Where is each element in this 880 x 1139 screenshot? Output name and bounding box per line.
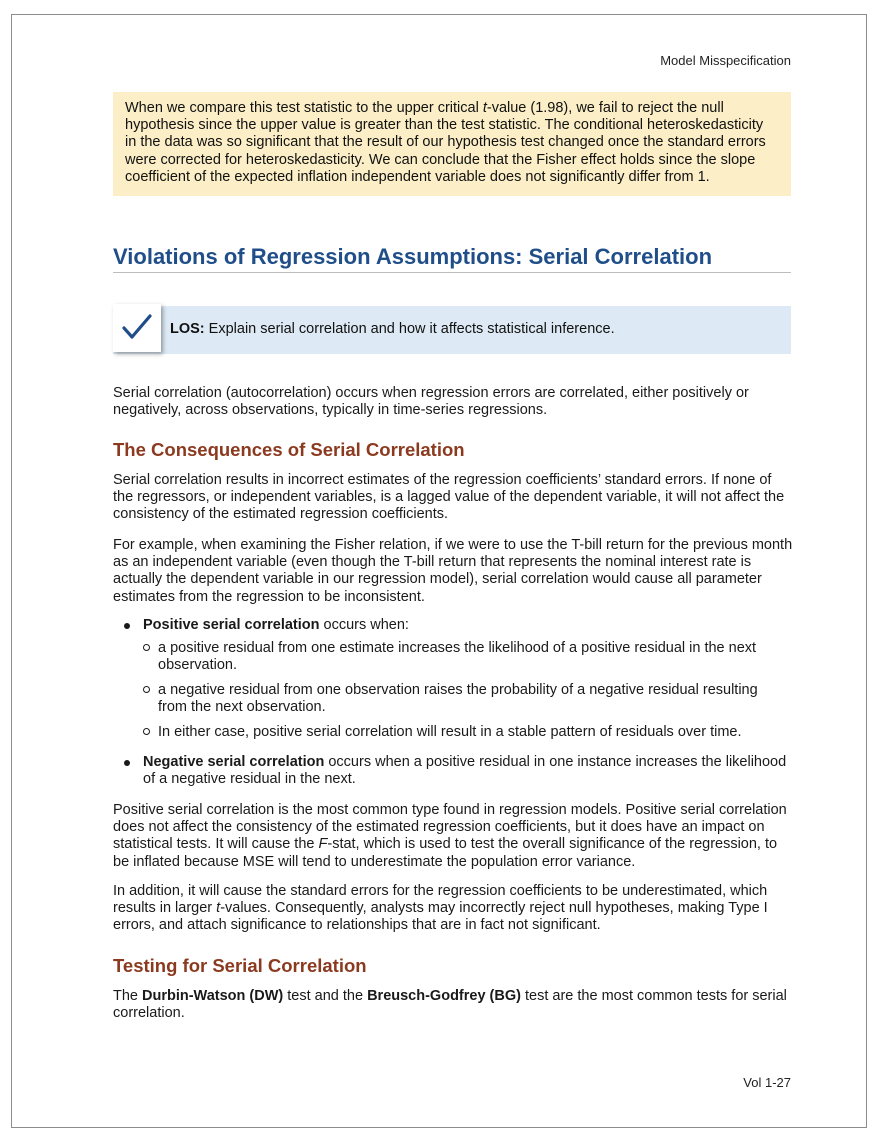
testing-post: test are the most common tests for serial correlation. xyxy=(113,988,787,1022)
note-text-part1: When we compare this test statistic to the upper critical xyxy=(125,100,483,116)
testing-mid: test and the xyxy=(283,988,368,1004)
los-box xyxy=(113,306,791,354)
sub-bullet-circle xyxy=(143,728,150,735)
sub-bullet-1: a positive residual from one estimate increases the likelihood of a positive residual in the next observation. xyxy=(158,640,757,674)
checkmark-card xyxy=(113,304,161,352)
note-t-italic: t xyxy=(482,100,487,116)
section-title: Violations of Regression Assumptions: Serial Correlation xyxy=(113,244,713,269)
p4-text-b: -values. Consequently, analysts may incorrectly reject null hypotheses, making Type I errors, and attach significance to relationships that are in fact not significant. xyxy=(113,900,768,934)
testing-paragraph xyxy=(113,988,793,1022)
p3-f-italic: F xyxy=(318,836,328,853)
bullet-positive-serial-correlation xyxy=(143,617,788,634)
sub-bullet-circle xyxy=(143,644,150,651)
bullet-negative-serial-correlation xyxy=(143,754,788,788)
testing-heading: Testing for Serial Correlation xyxy=(113,955,367,976)
title-divider xyxy=(113,272,791,273)
consequences-paragraph-1: Serial correlation results in incorrect estimates of the regression coefficients’ standard errors. If none of the regressors, or independent variables, is a lagged value of the dependent variable, it will not affect the consistency of the estimated regression coefficients. xyxy=(113,472,785,523)
los-label: LOS: xyxy=(170,321,205,337)
note-box xyxy=(113,92,791,196)
consequences-paragraph-4 xyxy=(113,883,793,935)
note-text-part2: -value (1.98), we fail to reject the null hypothesis since the upper value is greater than the test statistic. The conditional heteroskedasticity in the data was so significant that the result of our hypothesis test changed once the standard errors were corrected for heteroskedasticity. We can conclude that the Fisher effect holds since the slope coefficient of the expected inflation independent variable does not significantly differ from 1. xyxy=(125,100,766,185)
bullet-bold-term: Positive serial correlation xyxy=(143,617,320,633)
testing-dw: Durbin-Watson (DW) xyxy=(142,988,284,1004)
testing-pre: The xyxy=(113,988,143,1004)
sub-bullet-2: a negative residual from one observation raises the probability of a negative residual resulting from the next observation. xyxy=(158,682,758,716)
bullet-bold-term: Negative serial correlation xyxy=(143,754,325,770)
bullet-dot xyxy=(124,760,130,766)
page-number: Vol 1-27 xyxy=(743,1075,791,1090)
bullet-dot xyxy=(124,623,130,629)
intro-paragraph: Serial correlation (autocorrelation) occurs when regression errors are correlated, either positively or negatively, across observations, typically in time-series regressions. xyxy=(113,385,749,419)
bullet-text: occurs when: xyxy=(319,617,409,633)
consequences-paragraph-2: For example, when examining the Fisher relation, if we were to use the T-bill return for the previous month as an independent variable (even though the T-bill return that represents the nominal interest rate is actually the dependent variable in our regression model), serial correlation would cause all parameter estimates from the regression to be inconsistent. xyxy=(113,537,793,605)
p3-text-b: -stat, which is used to test the overall significance of the regression, to be inflated because MSE will tend to underestimate the population error variance. xyxy=(113,836,778,870)
running-header: Model Misspecification xyxy=(660,53,791,68)
testing-bg: Breusch-Godfrey (BG) xyxy=(367,988,521,1004)
los-statement xyxy=(170,321,615,337)
sub-bullet-circle xyxy=(143,686,150,693)
los-text: Explain serial correlation and how it affects statistical inference. xyxy=(204,321,615,337)
checkmark-icon xyxy=(121,313,153,341)
sub-bullet-3: In either case, positive serial correlation will result in a stable pattern of residuals over time. xyxy=(158,724,742,740)
p3-text-a: Positive serial correlation is the most common type found in regression models. Positive serial correlation does not affect the consistency of the estimated regression coefficients, but it does have an impact on statistical tests. It will cause the xyxy=(113,802,787,853)
p4-t-italic: t xyxy=(216,900,221,917)
bullet-text: occurs when a positive residual in one instance increases the likelihood of a negative residual in the next. xyxy=(143,754,787,788)
consequences-paragraph-3 xyxy=(113,802,793,871)
p4-text-a: In addition, it will cause the standard errors for the regression coefficients to be underestimated, which results in larger xyxy=(113,883,768,917)
consequences-heading: The Consequences of Serial Correlation xyxy=(113,439,465,460)
